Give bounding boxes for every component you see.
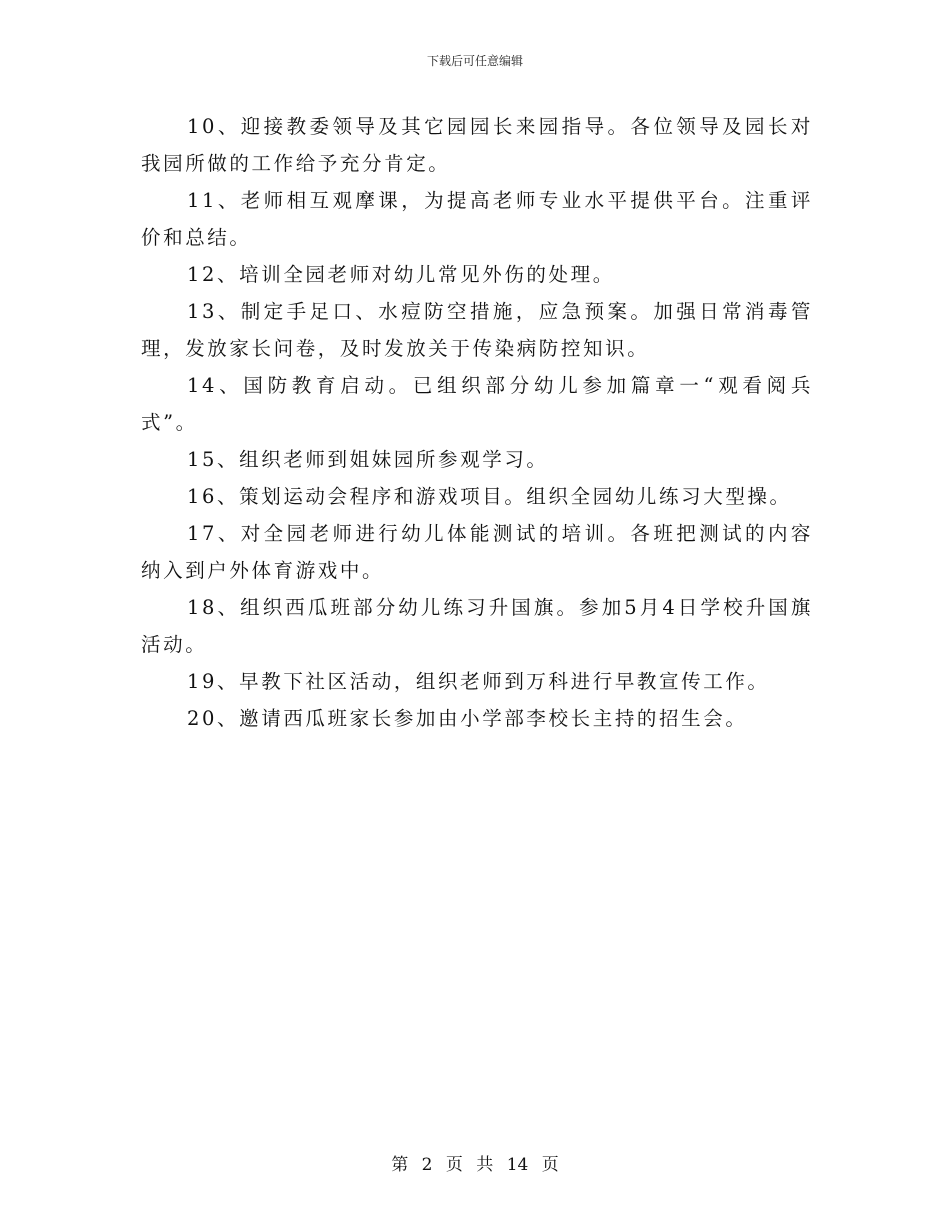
list-item: 11、老师相互观摩课，为提高老师专业水平提供平台。注重评价和总结。 <box>141 189 813 249</box>
list-item: 19、早教下社区活动，组织老师到万科进行早教宣传工作。 <box>187 670 770 693</box>
page-footer: 第 2 页 共 14 页 <box>391 1155 559 1175</box>
list-item: 16、策划运动会程序和游戏项目。组织全园幼儿练习大型操。 <box>187 485 792 508</box>
list-item: 14、国防教育启动。已组织部分幼儿参加篇章一“观看阅兵式”。 <box>141 374 813 434</box>
list-item: 12、培训全园老师对幼儿常见外伤的处理。 <box>187 263 615 286</box>
list-item: 13、制定手足口、水痘防空措施，应急预案。加强日常消毒管理，发放家长问卷，及时发放关于传染病防控知识。 <box>141 300 813 360</box>
document-body <box>141 108 813 737</box>
list-item: 20、邀请西瓜班家长参加由小学部李校长主持的招生会。 <box>187 707 748 730</box>
list-item: 18、组织西瓜班部分幼儿练习升国旗。参加5月4日学校升国旗活动。 <box>141 596 813 656</box>
list-item: 10、迎接教委领导及其它园园长来园指导。各位领导及园长对我园所做的工作给予充分肯定。 <box>141 115 813 175</box>
list-item: 17、对全园老师进行幼儿体能测试的培训。各班把测试的内容纳入到户外体育游戏中。 <box>141 522 813 582</box>
page-header: 下载后可任意编辑 <box>426 54 523 68</box>
list-item: 15、组织老师到姐妹园所参观学习。 <box>187 448 549 471</box>
